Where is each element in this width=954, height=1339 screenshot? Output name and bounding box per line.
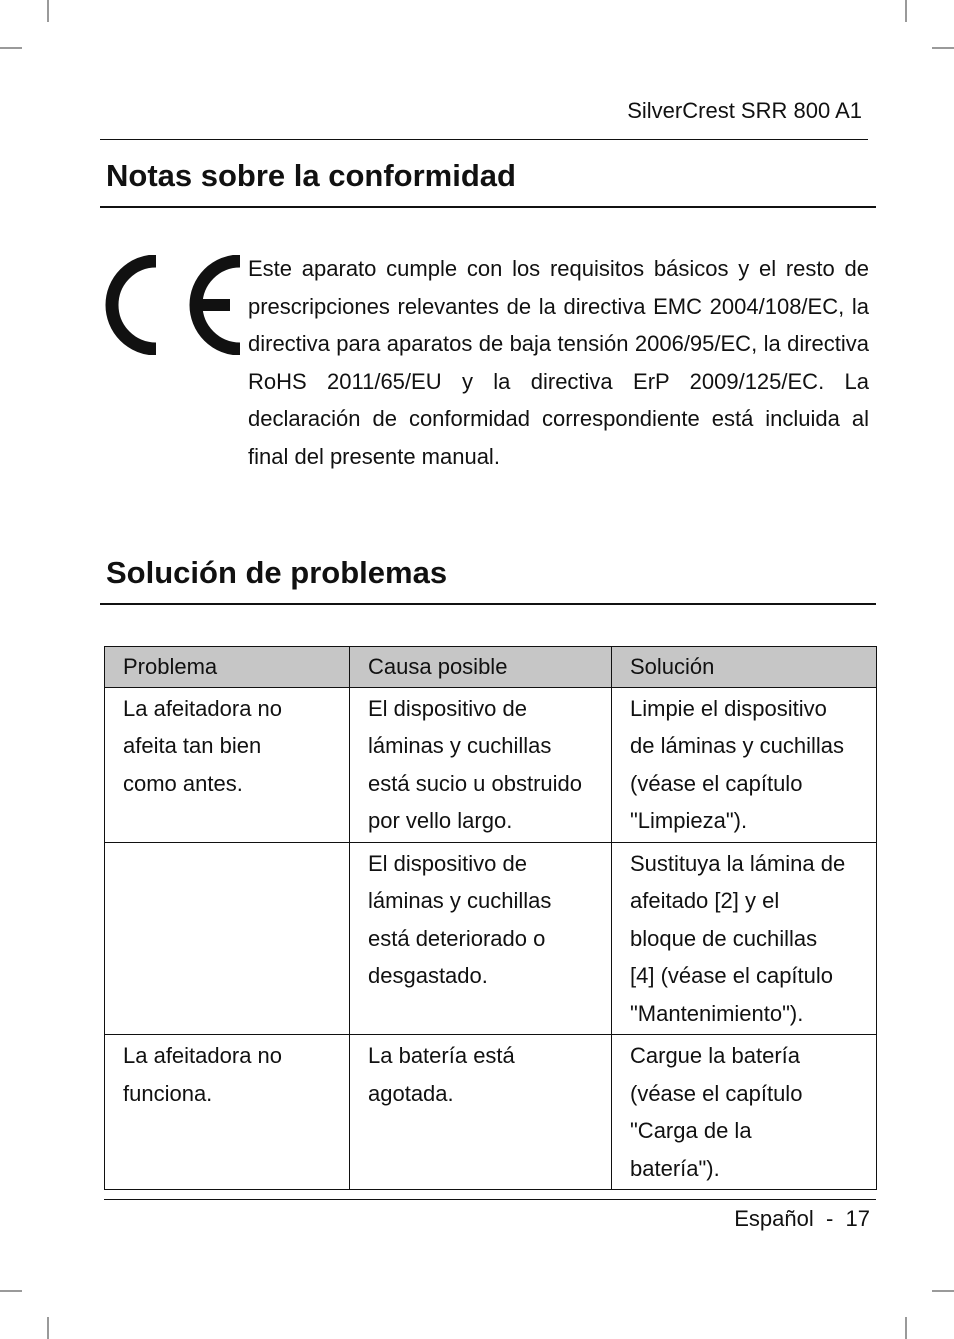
- cell-line: Sustituya la lámina de: [630, 850, 846, 876]
- cell-line: desgastado.: [368, 963, 488, 988]
- crop-mark: [47, 0, 49, 22]
- cell-line: Cargue la batería: [630, 1043, 800, 1068]
- cell-line: "Mantenimiento").: [630, 1000, 804, 1026]
- cell-line: El dispositivo de: [368, 695, 527, 721]
- crop-mark: [932, 47, 954, 49]
- cell-line: funciona.: [123, 1080, 213, 1106]
- cell-line: láminas y cuchillas: [368, 888, 552, 913]
- column-header-solution: Solución: [612, 647, 877, 688]
- table-row: [105, 687, 877, 842]
- crop-mark: [905, 1317, 907, 1339]
- cell-line: está sucio u obstruido: [368, 770, 583, 796]
- cell-line: por vello largo.: [368, 808, 513, 833]
- cell-line: agotada.: [368, 1080, 454, 1106]
- table-row: [105, 842, 877, 1035]
- cell-solution: [612, 1035, 877, 1190]
- cell-line: batería").: [630, 1155, 720, 1181]
- page-footer: [734, 1206, 870, 1232]
- ce-mark-logo: [104, 255, 244, 355]
- crop-mark: [0, 1290, 22, 1292]
- cell-line: láminas y cuchillas: [368, 733, 552, 758]
- cell-cause: [350, 842, 612, 1035]
- crop-mark: [0, 47, 22, 49]
- crop-mark: [47, 1317, 49, 1339]
- conformity-paragraph: Este aparato cumple con los requisitos básicos y el resto de prescripciones relevantes de la directiva EMC 2004/108/EC, la directiva para aparatos de baja tensión 2006/95/EC, la directiva RoHS 2011/65/EU y la directiva ErP 2009/125/EC. La declaración de conformidad correspondiente está incluida al final del presente manual.: [248, 256, 869, 469]
- cell-line: (véase el capítulo: [630, 1080, 803, 1106]
- crop-mark: [905, 0, 907, 22]
- troubleshooting-title-rule: [100, 603, 876, 605]
- cell-line: (véase el capítulo: [630, 770, 803, 796]
- conformity-title-rule: [100, 206, 876, 208]
- cell-line: "Limpieza").: [630, 808, 748, 833]
- cell-line: afeita tan bien: [123, 733, 262, 758]
- running-header: SilverCrest SRR 800 A1: [627, 98, 862, 123]
- cell-line: afeitado [2] y el: [630, 888, 780, 913]
- cell-line: La afeitadora no: [123, 1043, 283, 1068]
- footer-separator: -: [825, 1206, 834, 1231]
- column-header-problem: Problema: [105, 647, 350, 688]
- cell-line: de láminas y cuchillas: [630, 733, 844, 758]
- page-number: 17: [845, 1206, 870, 1231]
- cell-problem: [105, 842, 350, 1035]
- cell-line: El dispositivo de: [368, 850, 527, 876]
- footer-language: Español: [734, 1206, 814, 1231]
- cell-cause: [350, 687, 612, 842]
- conformity-title: Notas sobre la conformidad: [106, 158, 516, 193]
- cell-line: [4] (véase el capítulo: [630, 963, 834, 988]
- cell-line: La batería está: [368, 1043, 515, 1068]
- table-header-row: [105, 647, 877, 688]
- troubleshooting-table: [104, 646, 877, 1190]
- column-header-cause: Causa posible: [350, 647, 612, 688]
- table-row: [105, 1035, 877, 1190]
- cell-line: Limpie el dispositivo: [630, 695, 827, 721]
- cell-cause: [350, 1035, 612, 1190]
- cell-solution: [612, 687, 877, 842]
- cell-line: La afeitadora no: [123, 695, 283, 721]
- cell-solution: [612, 842, 877, 1035]
- cell-problem: [105, 687, 350, 842]
- cell-line: está deteriorado o: [368, 925, 546, 951]
- cell-problem: [105, 1035, 350, 1190]
- crop-mark: [932, 1290, 954, 1292]
- cell-line: como antes.: [123, 770, 243, 796]
- cell-line: bloque de cuchillas: [630, 925, 818, 951]
- footer-rule: [104, 1199, 876, 1200]
- troubleshooting-title: Solución de problemas: [106, 555, 448, 590]
- cell-line: "Carga de la: [630, 1118, 752, 1143]
- header-rule: [100, 139, 868, 140]
